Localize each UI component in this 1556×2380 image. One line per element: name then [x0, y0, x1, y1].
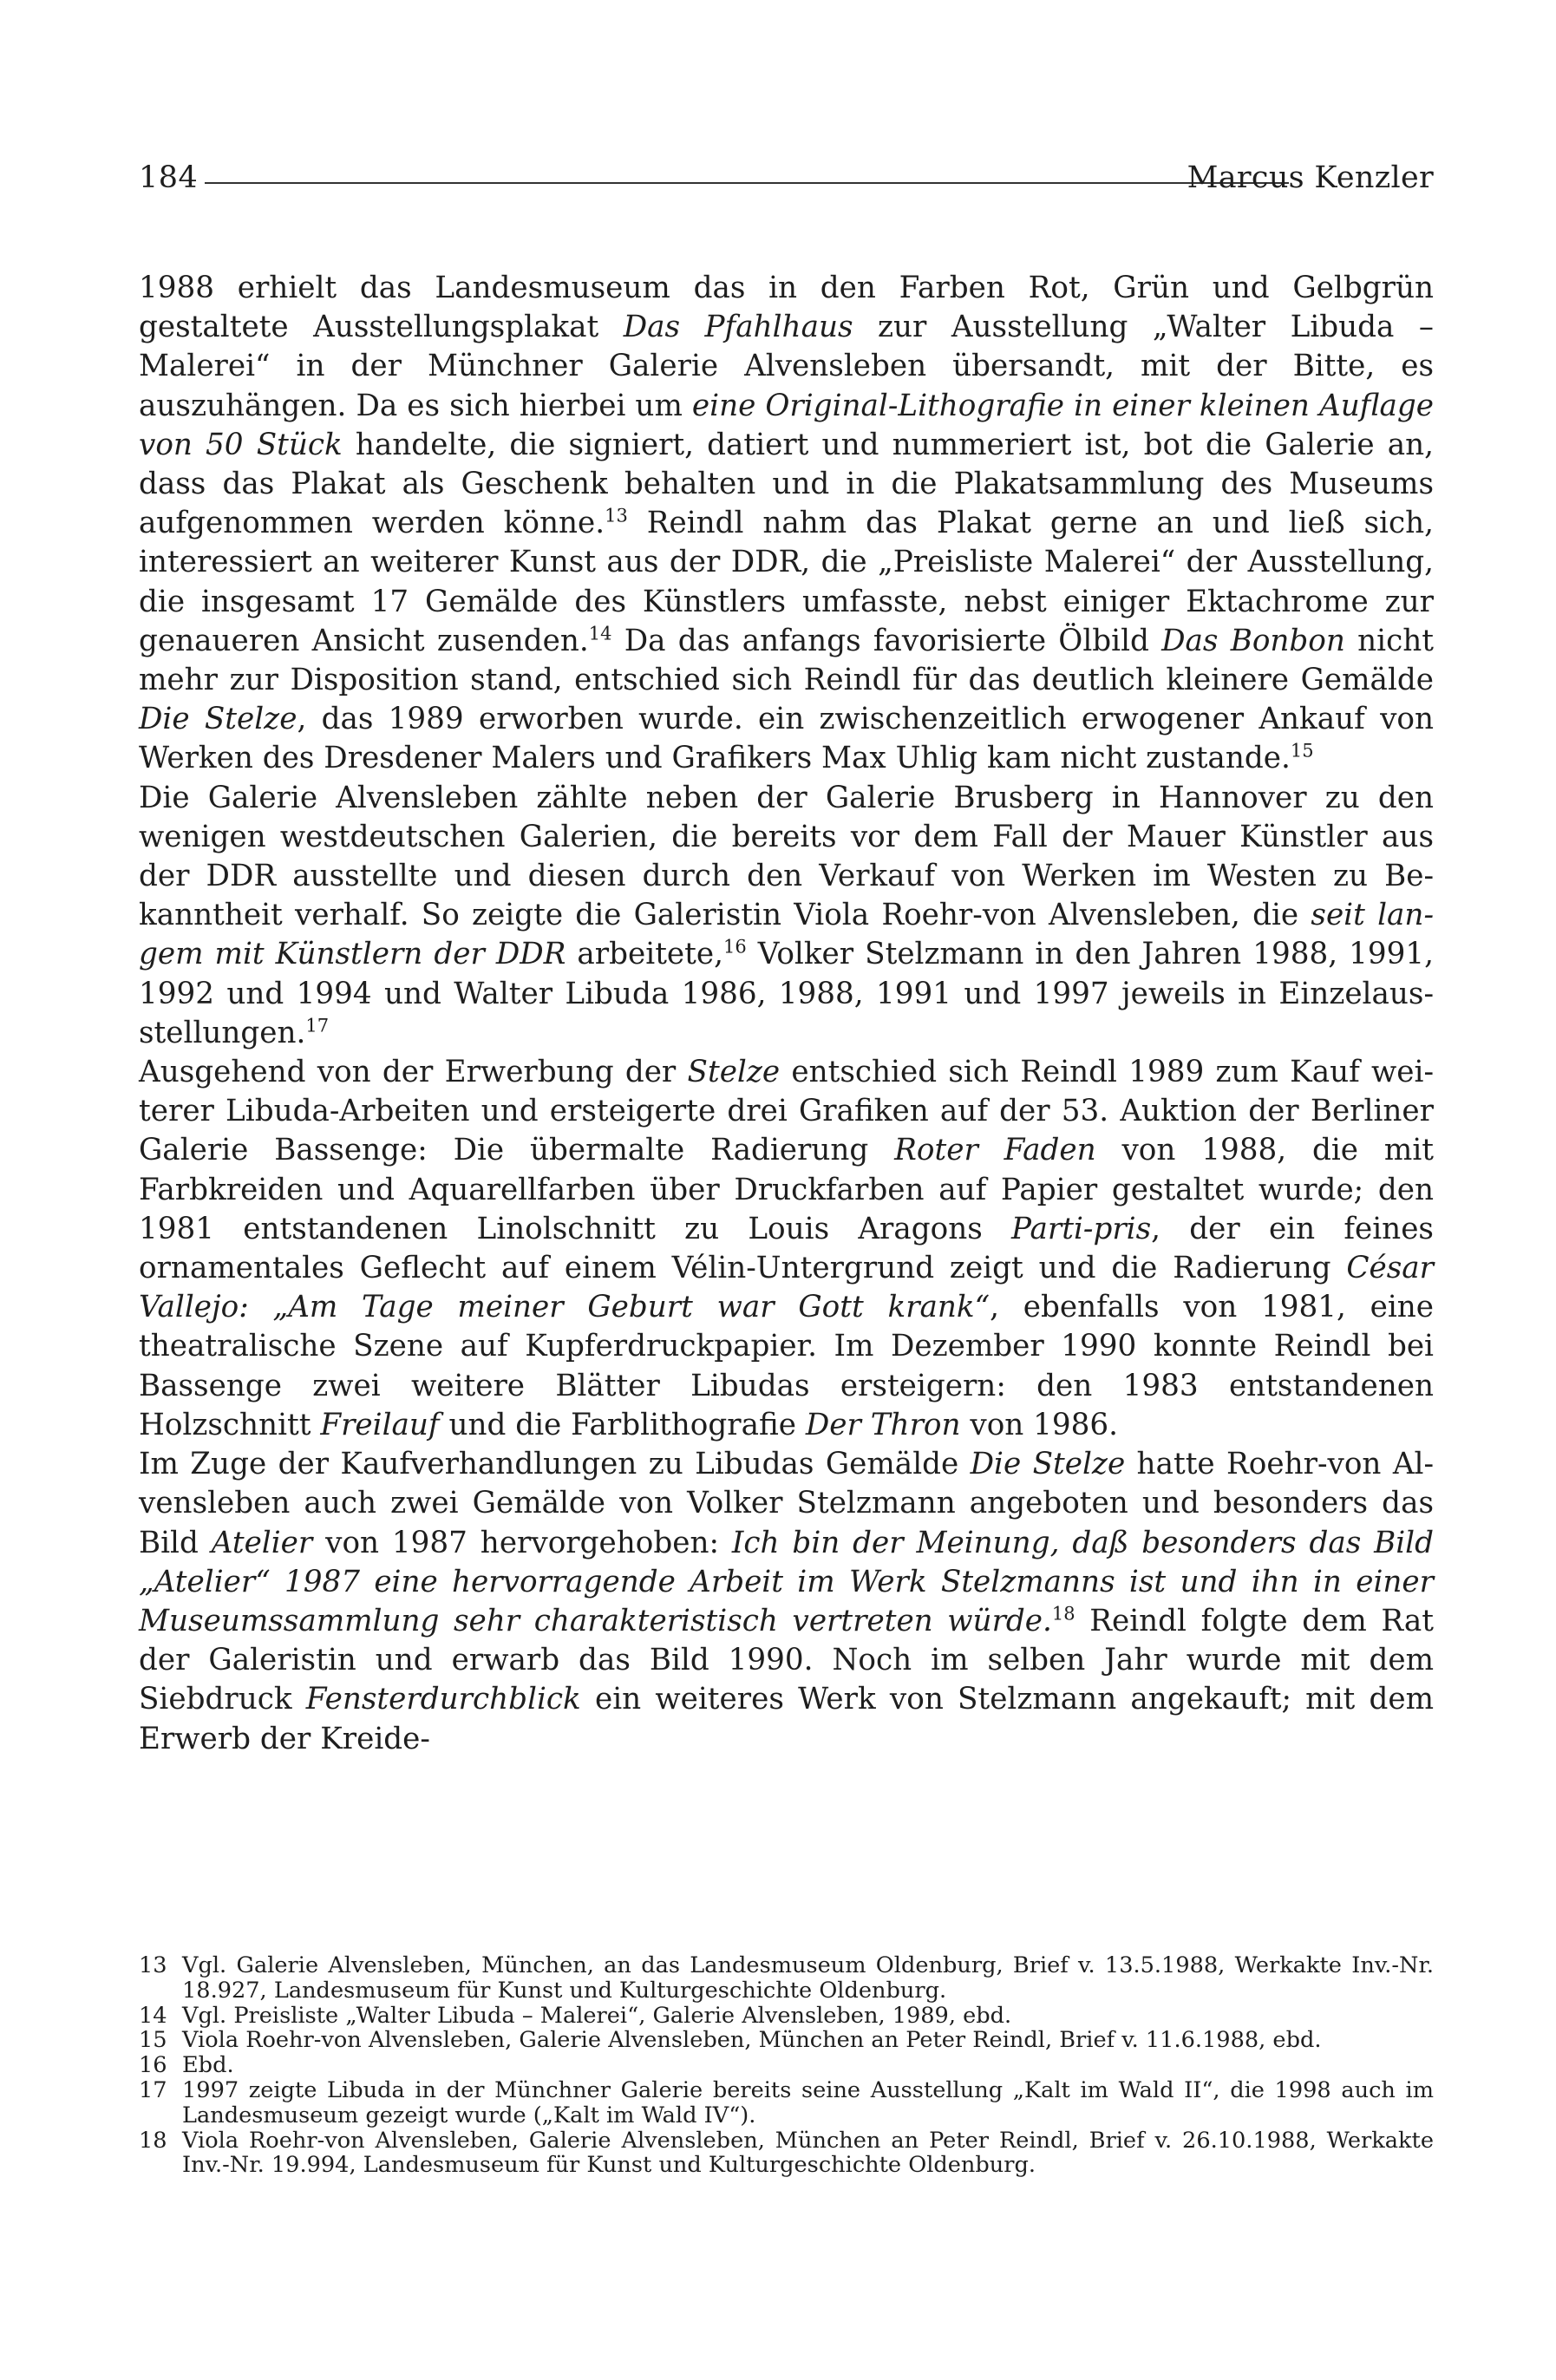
- footnote-text: 1997 zeigte Libuda in der Münchner Galerie bereits seine Ausstellung „Kalt im Wald II“, die 1998 auch im Landesmuseum gezeigt wurde („Kalt im Wald IV“).: [182, 2076, 1434, 2128]
- footnote-number: 18: [139, 2127, 167, 2154]
- paragraph: Die Galerie Alvensleben zählte neben der Galerie Brusberg in Hannover zu den wenigen westdeutschen Galerien, die bereits vor dem Fall der Mauer Künstler aus der DDR ausstellte und diesen durch den Verkauf von Werken im Westen zu Bekanntheit verhalf. So zeigte die Galeristin Viola Roehr-von Alvensleben, die seit langem mit Künstlern der DDR arbeitete,$^{16}$ Volker Stelzmann in den Jahren 1988, 1991, 1992 und 1994 und Walter Libuda 1986, 1988, 1991 und 1997 jeweils in Einzelausstellungen.$^{17}$: [139, 780, 1435, 1050]
- footnote-text: Ebd.: [182, 2052, 234, 2079]
- footnote-number: 16: [139, 2052, 167, 2079]
- footnote-ref: 18: [1051, 1603, 1075, 1625]
- footnote-number: 13: [139, 1952, 167, 1978]
- footnote-text: Vgl. Preisliste „Walter Libuda – Malerei“, Galerie Alvensleben, 1989, ebd.: [182, 2002, 1012, 2029]
- footnote: [139, 2053, 1434, 2078]
- footnote: [139, 2128, 1434, 2179]
- footnote-ref: 13: [605, 505, 628, 526]
- footnotes: [139, 1953, 1434, 2178]
- footnote: [139, 2004, 1434, 2029]
- footnote: [139, 2078, 1434, 2128]
- footnote-number: 17: [139, 2076, 167, 2103]
- footnote-text: Vgl. Galerie Alvensleben, München, an das Landesmuseum Oldenburg, Brief v. 13.5.1988, Werkakte Inv.-Nr. 18.927, Landesmuseum für Kunst und Kulturgeschichte Oldenburg.: [182, 1952, 1434, 2004]
- footnote-ref: 16: [723, 937, 747, 958]
- footnote-number: 14: [139, 2002, 167, 2029]
- page-header: [139, 159, 1434, 211]
- footnote: [139, 2028, 1434, 2053]
- header-rule: [205, 182, 1289, 184]
- running-title: Marcus Kenzler: [1187, 160, 1434, 195]
- body-text: [139, 269, 1434, 1759]
- footnote-ref: 15: [1290, 741, 1314, 762]
- footnote-text: Viola Roehr-von Alvensleben, Galerie Alvensleben, München an Peter Reindl, Brief v. 11.6.1988, ebd.: [182, 2027, 1322, 2054]
- footnote-text: Viola Roehr-von Alvensleben, Galerie Alvensleben, München an Peter Reindl, Brief v. 26.10.1988, Werkakte Inv.-Nr. 19.994, Landesmuseum für Kunst und Kulturgeschichte Oldenburg.: [182, 2127, 1434, 2179]
- paragraph: Ausgehend von der Erwerbung der Stelze entschied sich Reindl 1989 zum Kauf weiterer Libuda-Arbeiten und ersteigerte drei Grafiken auf der 53. Auktion der Berliner Galerie Bassenge: Die übermalte Radierung Roter Faden von 1988, die mit Farbkreiden und Aquarellfarben über Druckfarben auf Papier gestaltet wurde; den 1981 entstandenen Linolschnitt zu Louis Aragons Parti-pris, der ein feines ornamentales Geflecht auf einem Vélin-Untergrund zeigt und die Radierung César Vallejo: „Am Tage meiner Geburt war Gott krank“, ebenfalls von 1981, eine theatralische Szene auf Kupferdruckpapier. Im Dezember 1990 konnte Reindl bei Bassenge zwei weitere Blätter Libudas ersteigern: den 1983 entstandenen Holzschnitt Freilauf und die Farblithografie Der Thron von 1986.: [139, 1055, 1435, 1442]
- page-number: 184: [139, 160, 199, 195]
- paragraph: 1988 erhielt das Landesmuseum das in den Farben Rot, Grün und Gelbgrün gestaltete Ausstellungsplakat Das Pfahlhaus zur Ausstellung „Walter Libuda – Malerei“ in der Münchner Galerie Alvensleben übersandt, mit der Bitte, es auszuhängen. Da es sich hierbei um eine Original-Lithografie in einer kleinen Auflage von 50 Stück handelte, die signiert, datiert und nummeriert ist, bot die Galerie an, dass das Plakat als Geschenk behalten und in die Plakatsammlung des Museums aufgenommen werden könne.$^{13}$ Reindl nahm das Plakat gerne an und ließ sich, interessiert an weiterer Kunst aus der DDR, die „Preisliste Malerei“ der Ausstellung, die insgesamt 17 Gemälde des Künstlers umfasste, nebst einiger Ektachrome zur genaueren Ansicht zusenden.$^{14}$ Da das anfangs favorisierte Ölbild Das Bonbon nicht mehr zur Disposition stand, entschied sich Reindl für das deutlich kleinere Gemälde Die Stelze, das 1989 erworben wurde. ein zwischenzeitlich erwogener Ankauf von Werken des Dresdener Malers und Grafikers Max Uhlig kam nicht zustande.$^{15}$: [139, 271, 1435, 776]
- footnote-ref: 14: [588, 623, 612, 644]
- footnote-ref: 17: [305, 1015, 330, 1036]
- paragraph: Im Zuge der Kaufverhandlungen zu Libudas Gemälde Die Stelze hatte Roehr-von Alvensleben auch zwei Gemälde von Volker Stelzmann angeboten und besonders das Bild Atelier von 1987 hervorgehoben: Ich bin der Meinung, daß besonders das Bild „Atelier“ 1987 eine hervorragende Arbeit im Werk Stelzmanns ist und ihn in einer Museumssammlung sehr charakteristisch vertreten würde.$^{18}$ Reindl folgte dem Rat der Galeristin und erwarb das Bild 1990. Noch im selben Jahr wurde mit dem Siebdruck Fensterdurchblick ein weiteres Werk von Stelzmann angekauft; mit dem Erwerb der Kreide-: [139, 1447, 1435, 1756]
- footnote: [139, 1953, 1434, 2004]
- footnote-number: 15: [139, 2027, 167, 2054]
